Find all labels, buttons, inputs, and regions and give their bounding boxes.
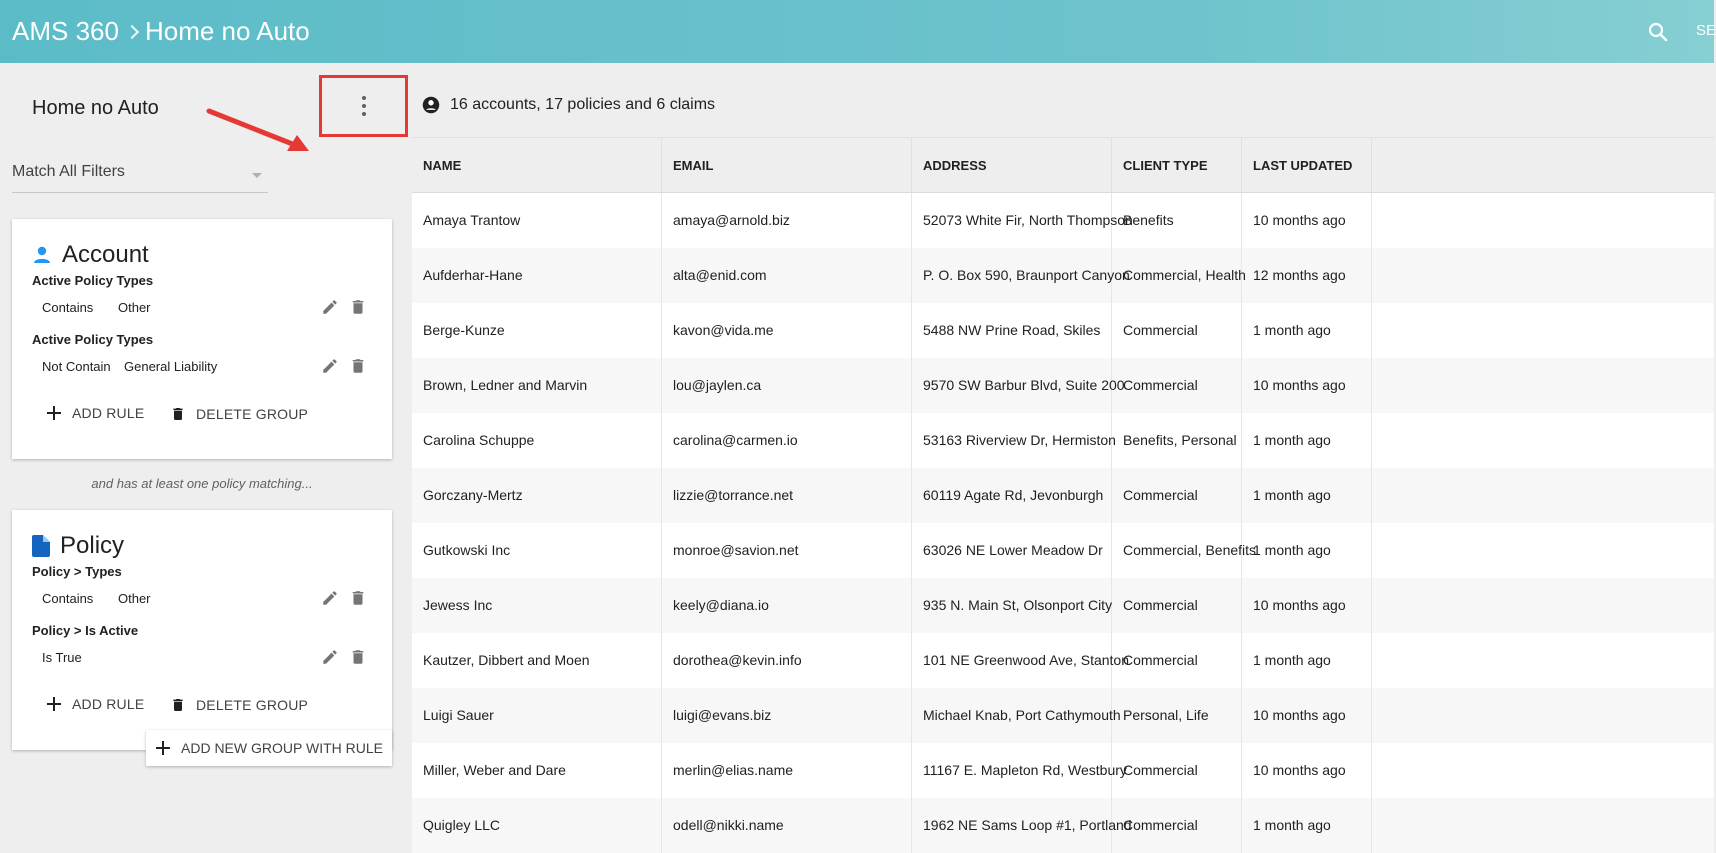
cell-name: Carolina Schuppe xyxy=(412,413,662,468)
cell-address: 101 NE Greenwood Ave, Stanton xyxy=(912,633,1112,688)
cell-email: carolina@carmen.io xyxy=(662,413,912,468)
plus-icon xyxy=(155,740,171,756)
cell-address: 63026 NE Lower Meadow Dr xyxy=(912,523,1112,578)
rule-operator: Contains xyxy=(42,300,94,315)
add-rule-label: ADD RULE xyxy=(72,696,145,712)
cell-spacer xyxy=(1372,578,1714,633)
cell-email: keely@diana.io xyxy=(662,578,912,633)
cell-address: 52073 White Fir, North Thompson xyxy=(912,193,1112,248)
column-header-email[interactable]: EMAIL xyxy=(662,138,912,192)
edit-icon[interactable] xyxy=(321,589,339,607)
cell-address: P. O. Box 590, Braunport Canyon xyxy=(912,248,1112,303)
document-icon xyxy=(32,535,50,557)
chevron-right-icon xyxy=(125,24,139,38)
rule-label: Policy > Types xyxy=(32,564,122,579)
cell-client-type: Commercial xyxy=(1112,633,1242,688)
results-summary-text: 16 accounts, 17 policies and 6 claims xyxy=(450,96,716,113)
table-row[interactable] xyxy=(412,578,1714,633)
cell-email: odell@nikki.name xyxy=(662,798,912,853)
cell-name: Gorczany-Mertz xyxy=(412,468,662,523)
cell-last-updated: 10 months ago xyxy=(1242,578,1372,633)
cell-spacer xyxy=(1372,413,1714,468)
add-rule-button[interactable] xyxy=(46,696,144,712)
cell-address: Michael Knab, Port Cathymouth xyxy=(912,688,1112,743)
cell-name: Aufderhar-Hane xyxy=(412,248,662,303)
dropdown-arrow-icon xyxy=(252,173,262,178)
cell-name: Brown, Ledner and Marvin xyxy=(412,358,662,413)
cell-spacer xyxy=(1372,193,1714,248)
cell-last-updated: 12 months ago xyxy=(1242,248,1372,303)
add-new-group-button[interactable] xyxy=(146,730,392,766)
cell-client-type: Commercial xyxy=(1112,358,1242,413)
cell-address: 935 N. Main St, Olsonport City xyxy=(912,578,1112,633)
cell-last-updated: 1 month ago xyxy=(1242,523,1372,578)
cell-client-type: Commercial xyxy=(1112,578,1242,633)
highlight-box xyxy=(319,75,408,137)
match-filters-select[interactable] xyxy=(12,163,268,193)
trash-icon xyxy=(170,696,186,714)
delete-icon[interactable] xyxy=(349,589,367,607)
delete-group-button[interactable] xyxy=(170,405,308,423)
results-summary xyxy=(422,96,715,114)
cell-client-type: Benefits xyxy=(1112,193,1242,248)
results-table xyxy=(412,137,1714,853)
cell-email: lou@jaylen.ca xyxy=(662,358,912,413)
search-icon[interactable] xyxy=(1646,20,1670,44)
cell-address: 1962 NE Sams Loop #1, Portland xyxy=(912,798,1112,853)
cell-last-updated: 10 months ago xyxy=(1242,358,1372,413)
cell-client-type: Commercial xyxy=(1112,743,1242,798)
rule-label: Active Policy Types xyxy=(32,332,154,347)
cell-last-updated: 10 months ago xyxy=(1242,743,1372,798)
table-row[interactable] xyxy=(412,688,1714,743)
cell-address: 60119 Agate Rd, Jevonburgh xyxy=(912,468,1112,523)
edit-icon[interactable] xyxy=(321,648,339,666)
cell-last-updated: 10 months ago xyxy=(1242,193,1372,248)
cell-client-type: Commercial, Benefits xyxy=(1112,523,1242,578)
cell-spacer xyxy=(1372,358,1714,413)
rule-value: Other xyxy=(118,300,151,315)
edit-icon[interactable] xyxy=(321,298,339,316)
cell-client-type: Commercial xyxy=(1112,798,1242,853)
rule-operator: Not Contain xyxy=(42,359,111,374)
delete-group-label: DELETE GROUP xyxy=(196,406,309,422)
delete-icon[interactable] xyxy=(349,648,367,666)
rule-row xyxy=(42,650,382,672)
cell-client-type: Benefits, Personal xyxy=(1112,413,1242,468)
cell-last-updated: 10 months ago xyxy=(1242,688,1372,743)
column-header-last-updated[interactable]: LAST UPDATED xyxy=(1242,138,1372,192)
add-new-group-label: ADD NEW GROUP WITH RULE xyxy=(181,740,383,756)
cell-name: Berge-Kunze xyxy=(412,303,662,358)
account-group-header xyxy=(32,241,149,269)
table-row[interactable] xyxy=(412,413,1714,468)
filter-panel xyxy=(0,63,412,843)
cell-address: 9570 SW Barbur Blvd, Suite 200 xyxy=(912,358,1112,413)
cell-spacer xyxy=(1372,688,1714,743)
cell-name: Quigley LLC xyxy=(412,798,662,853)
cell-last-updated: 1 month ago xyxy=(1242,303,1372,358)
breadcrumb-current: Home no Auto xyxy=(144,16,310,46)
cell-name: Gutkowski Inc xyxy=(412,523,662,578)
cell-name: Amaya Trantow xyxy=(412,193,662,248)
table-row[interactable] xyxy=(412,468,1714,523)
table-row[interactable] xyxy=(412,523,1714,578)
person-icon xyxy=(32,245,52,265)
cell-client-type: Commercial xyxy=(1112,303,1242,358)
table-row[interactable] xyxy=(412,358,1714,413)
cell-spacer xyxy=(1372,633,1714,688)
delete-icon[interactable] xyxy=(349,357,367,375)
trash-icon xyxy=(170,405,186,423)
more-vert-icon[interactable] xyxy=(358,95,370,117)
cell-spacer xyxy=(1372,248,1714,303)
column-header-address[interactable]: ADDRESS xyxy=(912,138,1112,192)
add-rule-button[interactable] xyxy=(46,405,144,421)
account-group-title: Account xyxy=(62,241,149,268)
rule-label: Policy > Is Active xyxy=(32,623,139,638)
cell-email: lizzie@torrance.net xyxy=(662,468,912,523)
rule-label: Active Policy Types xyxy=(32,273,154,288)
table-header xyxy=(412,138,1714,193)
cell-last-updated: 1 month ago xyxy=(1242,798,1372,853)
cell-last-updated: 1 month ago xyxy=(1242,413,1372,468)
table-row[interactable] xyxy=(412,193,1714,248)
column-header-spacer xyxy=(1372,138,1714,192)
rule-row xyxy=(42,359,382,381)
table-body xyxy=(412,193,1714,853)
breadcrumb-root[interactable]: AMS 360 xyxy=(12,16,119,46)
cell-name: Jewess Inc xyxy=(412,578,662,633)
table-row[interactable] xyxy=(412,743,1714,798)
rule-operator: Contains xyxy=(42,591,94,606)
cell-spacer xyxy=(1372,743,1714,798)
delete-icon[interactable] xyxy=(349,298,367,316)
policy-group-header xyxy=(32,532,124,560)
cell-email: amaya@arnold.biz xyxy=(662,193,912,248)
cell-email: monroe@savion.net xyxy=(662,523,912,578)
cell-spacer xyxy=(1372,468,1714,523)
topbar-cut-label[interactable]: SE xyxy=(1696,22,1716,39)
cell-spacer xyxy=(1372,798,1714,853)
add-rule-label: ADD RULE xyxy=(72,405,145,421)
cell-name: Kautzer, Dibbert and Moen xyxy=(412,633,662,688)
breadcrumb xyxy=(0,16,310,47)
account-filter-group xyxy=(12,219,392,459)
plus-icon xyxy=(46,696,62,712)
cell-client-type: Commercial, Health xyxy=(1112,248,1242,303)
cell-client-type: Commercial xyxy=(1112,468,1242,523)
annotation-arrow-icon xyxy=(205,107,315,157)
edit-icon[interactable] xyxy=(321,357,339,375)
rule-value: General Liability xyxy=(124,359,218,374)
table-row[interactable] xyxy=(412,303,1714,358)
match-filters-value: Match All Filters xyxy=(12,163,125,180)
policy-filter-group xyxy=(12,510,392,750)
table-row[interactable] xyxy=(412,633,1714,688)
rule-row xyxy=(42,300,382,322)
table-row[interactable] xyxy=(412,248,1714,303)
cell-last-updated: 1 month ago xyxy=(1242,633,1372,688)
policy-group-title: Policy xyxy=(60,532,125,559)
account-circle-icon xyxy=(422,96,440,114)
plus-icon xyxy=(46,405,62,421)
rule-operator: Is True xyxy=(42,650,82,665)
table-row[interactable] xyxy=(412,798,1714,853)
cell-last-updated: 1 month ago xyxy=(1242,468,1372,523)
cell-address: 5488 NW Prine Road, Skiles xyxy=(912,303,1112,358)
column-header-name[interactable]: NAME xyxy=(412,138,662,192)
cell-email: kavon@vida.me xyxy=(662,303,912,358)
rule-row xyxy=(42,591,382,613)
results-panel xyxy=(412,63,1714,843)
page-title: Home no Auto xyxy=(32,97,159,119)
delete-group-label: DELETE GROUP xyxy=(196,697,309,713)
cell-email: luigi@evans.biz xyxy=(662,688,912,743)
cell-email: dorothea@kevin.info xyxy=(662,633,912,688)
cell-address: 53163 Riverview Dr, Hermiston xyxy=(912,413,1112,468)
group-connector-text: and has at least one policy matching... xyxy=(91,476,313,491)
top-app-bar xyxy=(0,0,1714,63)
cell-email: merlin@elias.name xyxy=(662,743,912,798)
cell-name: Luigi Sauer xyxy=(412,688,662,743)
cell-spacer xyxy=(1372,523,1714,578)
cell-spacer xyxy=(1372,303,1714,358)
delete-group-button[interactable] xyxy=(170,696,308,714)
column-header-client-type[interactable]: CLIENT TYPE xyxy=(1112,138,1242,192)
rule-value: Other xyxy=(118,591,151,606)
cell-client-type: Personal, Life xyxy=(1112,688,1242,743)
cell-address: 11167 E. Mapleton Rd, Westbury xyxy=(912,743,1112,798)
cell-email: alta@enid.com xyxy=(662,248,912,303)
cell-name: Miller, Weber and Dare xyxy=(412,743,662,798)
